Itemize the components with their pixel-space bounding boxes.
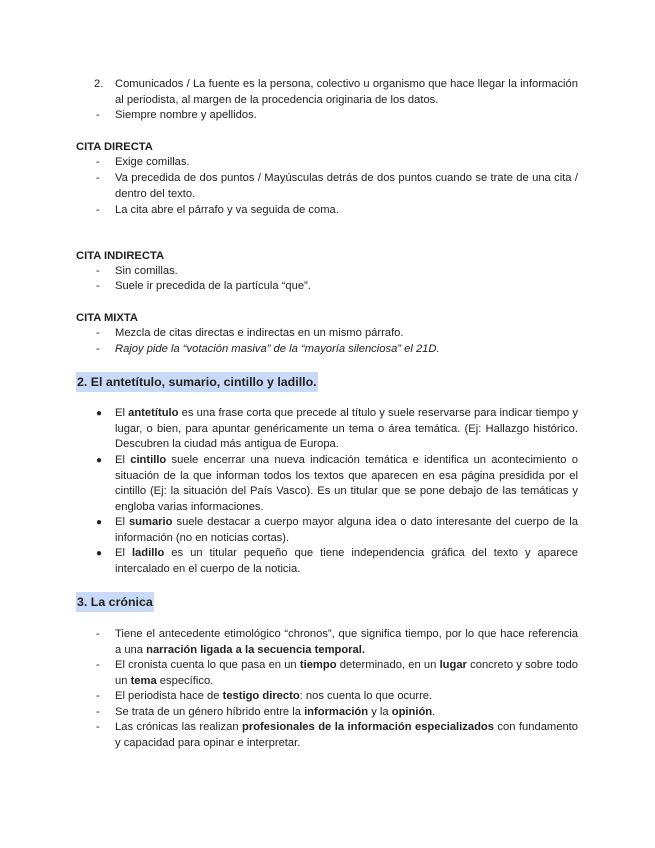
bullet-item	[94, 406, 578, 453]
bullet-marker: ●	[96, 548, 103, 559]
list-item	[94, 155, 578, 171]
list-item	[94, 705, 578, 721]
bullet-item	[94, 515, 578, 546]
dash-marker: -	[96, 109, 100, 121]
item-text: Va precedida de dos puntos / Mayúsculas detrás de dos puntos cuando se trate de una cita / dentro del texto.	[115, 172, 578, 200]
item-text: Comunicados / La fuente es la persona, colectivo u organismo que hace llegar la información al periodista, al margen de la procedencia originaria de los datos.	[115, 78, 578, 106]
item-text: El periodista hace de testigo directo: nos cuenta lo que ocurre.	[115, 690, 433, 702]
section-2-heading: 2. El antetítulo, sumario, cintillo y ladillo.	[76, 372, 318, 392]
term-cintillo: cintillo	[130, 454, 167, 466]
item-text: El antetítulo es una frase corta que precede al título y suele reservarse para indicar tiempo y lugar, o bien, para apuntar genéricamente un tema o área temática. (Ej: Hallazgo histórico. Descubren la ciudad más antigua de Europa.	[115, 407, 579, 450]
list-item	[94, 203, 578, 219]
term-antetitulo: antetítulo	[128, 407, 179, 419]
dash-marker: -	[96, 706, 100, 718]
dash-marker: -	[96, 327, 100, 339]
item-text: El cronista cuenta lo que pasa en un tiempo determinado, en un lugar concreto y sobre todo un tema específico.	[115, 659, 578, 687]
item-text: Se trata de un género híbrido entre la información y la opinión.	[115, 706, 436, 718]
item-number: 2.	[94, 78, 104, 90]
dash-marker: -	[96, 156, 100, 168]
dash-marker: -	[96, 265, 100, 277]
dash-marker: -	[96, 628, 100, 640]
bullet-marker: ●	[96, 408, 103, 419]
item-text: La cita abre el párrafo y va seguida de coma.	[115, 204, 339, 216]
term-ladillo: ladillo	[131, 547, 165, 559]
item-text: El ladillo es un titular pequeño que tiene independencia gráfica del texto y aparece intercalado en el cuerpo de la noticia.	[115, 547, 578, 575]
section-3-heading: 3. La crónica	[76, 592, 154, 612]
cita-mixta-heading: CITA MIXTA	[76, 312, 138, 324]
list-item	[94, 720, 578, 751]
example-quote: Rajoy pide la “votación masiva” de la “mayoría silenciosa” el 21D.	[115, 343, 440, 355]
item-text: Siempre nombre y apellidos.	[115, 109, 257, 121]
item-text: El cintillo suele encerrar una nueva indicación temática e identifica un acontecimiento o situación de la que informan todos los textos que aparecen en esa página presidida por el cintillo (Ej: la situación del País Vasco). Es un titular que se pone debajo de las temáticas y engloba varias informaciones.	[115, 454, 578, 513]
list-item	[94, 264, 578, 280]
list-item	[94, 279, 578, 295]
cita-directa-heading: CITA DIRECTA	[76, 141, 153, 153]
bullet-item	[94, 453, 578, 515]
item-text: Suele ir precedida de la partícula “que”.	[115, 280, 311, 292]
bullet-item	[94, 546, 578, 577]
item-text: Exige comillas.	[115, 156, 190, 168]
dash-marker: -	[96, 204, 100, 216]
list-item	[94, 171, 578, 202]
list-item	[94, 627, 578, 658]
bullet-marker: ●	[96, 455, 103, 466]
list-item	[94, 658, 578, 689]
item-text: Sin comillas.	[115, 265, 178, 277]
dash-marker: -	[96, 280, 100, 292]
term-sumario: sumario	[128, 516, 173, 528]
bullet-marker: ●	[96, 517, 103, 528]
list-item	[94, 108, 578, 124]
dash-marker: -	[96, 690, 100, 702]
dash-marker: -	[96, 659, 100, 671]
item-text: Tiene el antecedente etimológico “chronos”, que significa tiempo, por lo que hace referencia a una narración ligada a la secuencia temporal.	[115, 628, 578, 656]
item-text: El sumario suele destacar a cuerpo mayor alguna idea o dato interesante del cuerpo de la información (no en noticias cortas).	[115, 516, 578, 544]
dash-marker: -	[96, 343, 100, 355]
item-text: Las crónicas las realizan profesionales de la información especializados con fundamento y capacidad para opinar e interpretar.	[115, 721, 579, 749]
cita-indirecta-heading: CITA INDIRECTA	[76, 250, 165, 262]
dash-marker: -	[96, 172, 100, 184]
list-item	[94, 342, 578, 358]
list-item	[94, 326, 578, 342]
list-item	[94, 689, 578, 705]
item-text: Mezcla de citas directas e indirectas en un mismo párrafo.	[115, 327, 404, 339]
numbered-item	[94, 77, 578, 108]
dash-marker: -	[96, 721, 100, 733]
